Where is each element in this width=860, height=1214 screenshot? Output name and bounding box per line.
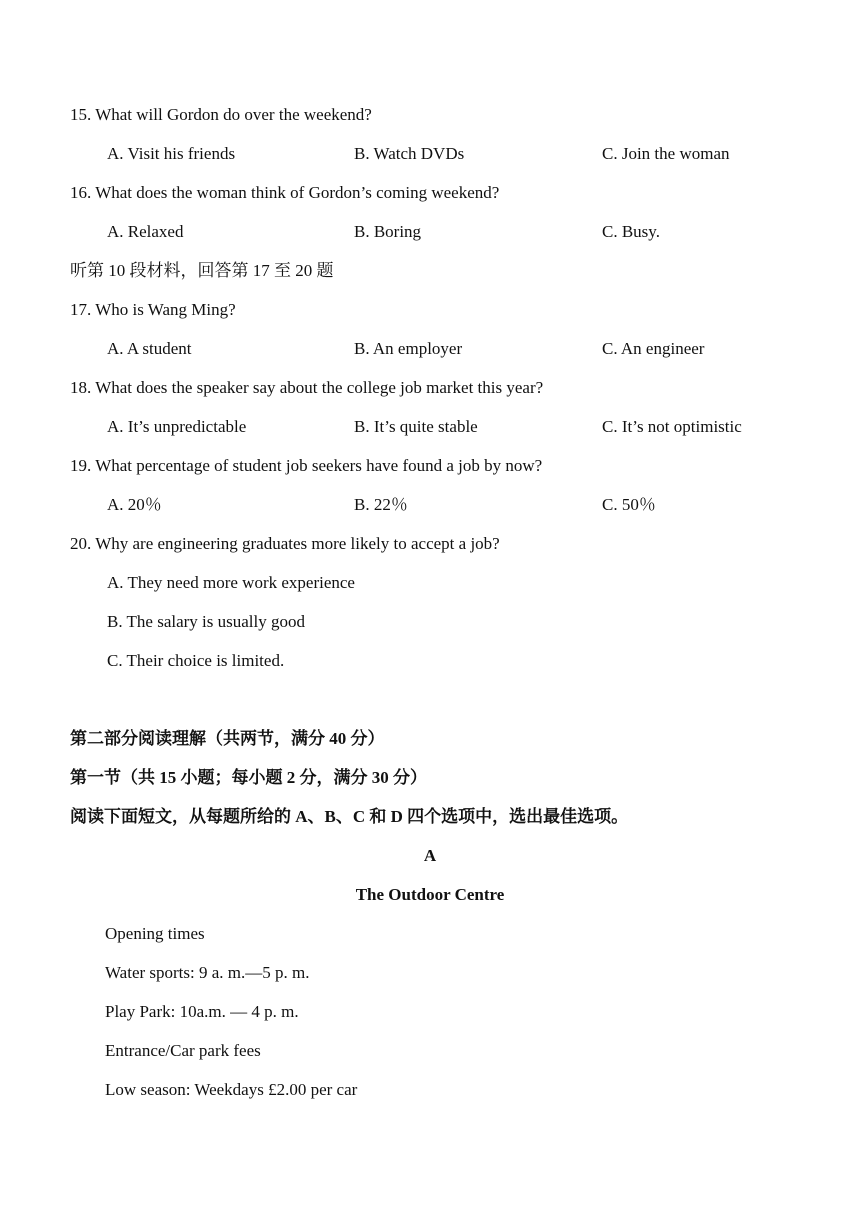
passage-line-text: Play Park: 10a.m. — 4 p. m. — [105, 1002, 299, 1021]
question-text: 17. Who is Wang Ming? — [70, 300, 236, 319]
reading-part-title — [0, 728, 860, 750]
option-a: A. 20％ — [107, 495, 162, 514]
instruction-text: 阅读下面短文，从每题所给的 A、B、C 和 D 四个选项中，选出最佳选项。 — [70, 807, 629, 826]
question-text: 19. What percentage of student job seekers have found a job by now? — [70, 456, 543, 475]
option-c: C. An engineer — [602, 339, 705, 358]
option-c: C. Their choice is limited. — [107, 651, 285, 670]
passage-line-text: Opening times — [105, 924, 205, 943]
option-row-20a — [0, 572, 860, 594]
options-row-15 — [0, 143, 860, 165]
reading-instruction — [0, 806, 860, 828]
option-row-20b — [0, 611, 860, 633]
question-15 — [0, 104, 860, 126]
instruction-text: 听第 10 段材料，回答第 17 至 20 题 — [70, 261, 334, 280]
passage-line — [0, 1079, 860, 1101]
passage-letter — [0, 845, 860, 867]
passage-line — [0, 923, 860, 945]
passage-title-text: The Outdoor Centre — [355, 885, 505, 904]
option-b: B. The salary is usually good — [107, 612, 305, 631]
question-17 — [0, 299, 860, 321]
passage-line — [0, 1040, 860, 1062]
question-text: 16. What does the woman think of Gordon’s coming weekend? — [70, 183, 500, 202]
question-18 — [0, 377, 860, 399]
options-row-18 — [0, 416, 860, 438]
passage-line — [0, 962, 860, 984]
option-row-20c — [0, 650, 860, 672]
section-10-instruction — [0, 260, 860, 282]
passage-line-text: Entrance/Car park fees — [105, 1041, 261, 1060]
option-b: B. Watch DVDs — [354, 144, 465, 163]
reading-section-title — [0, 767, 860, 789]
option-a: A. Visit his friends — [107, 144, 236, 163]
option-a: A. It’s unpredictable — [107, 417, 247, 436]
question-text: 15. What will Gordon do over the weekend? — [70, 105, 372, 124]
option-a: A. They need more work experience — [107, 573, 355, 592]
options-row-19 — [0, 494, 860, 516]
option-b: B. It’s quite stable — [354, 417, 478, 436]
question-19 — [0, 455, 860, 477]
option-a: A. A student — [107, 339, 192, 358]
passage-title — [0, 884, 860, 906]
question-20 — [0, 533, 860, 555]
passage-letter-text: A — [423, 846, 437, 865]
option-c: C. It’s not optimistic — [602, 417, 742, 436]
question-text: 18. What does the speaker say about the college job market this year? — [70, 378, 544, 397]
option-b: B. An employer — [354, 339, 463, 358]
passage-line — [0, 1001, 860, 1023]
option-c: C. Busy. — [602, 222, 660, 241]
part-title-text: 第二部分阅读理解（共两节，满分 40 分） — [70, 729, 385, 748]
option-b: B. 22％ — [354, 495, 408, 514]
passage-line-text: Water sports: 9 a. m.—5 p. m. — [105, 963, 310, 982]
options-row-16 — [0, 221, 860, 243]
option-a: A. Relaxed — [107, 222, 184, 241]
question-text: 20. Why are engineering graduates more likely to accept a job? — [70, 534, 500, 553]
section-title-text: 第一节（共 15 小题；每小题 2 分，满分 30 分） — [70, 768, 427, 787]
option-c: C. Join the woman — [602, 144, 730, 163]
passage-line-text: Low season: Weekdays £2.00 per car — [105, 1080, 358, 1099]
question-16 — [0, 182, 860, 204]
option-b: B. Boring — [354, 222, 422, 241]
options-row-17 — [0, 338, 860, 360]
option-c: C. 50％ — [602, 495, 656, 514]
